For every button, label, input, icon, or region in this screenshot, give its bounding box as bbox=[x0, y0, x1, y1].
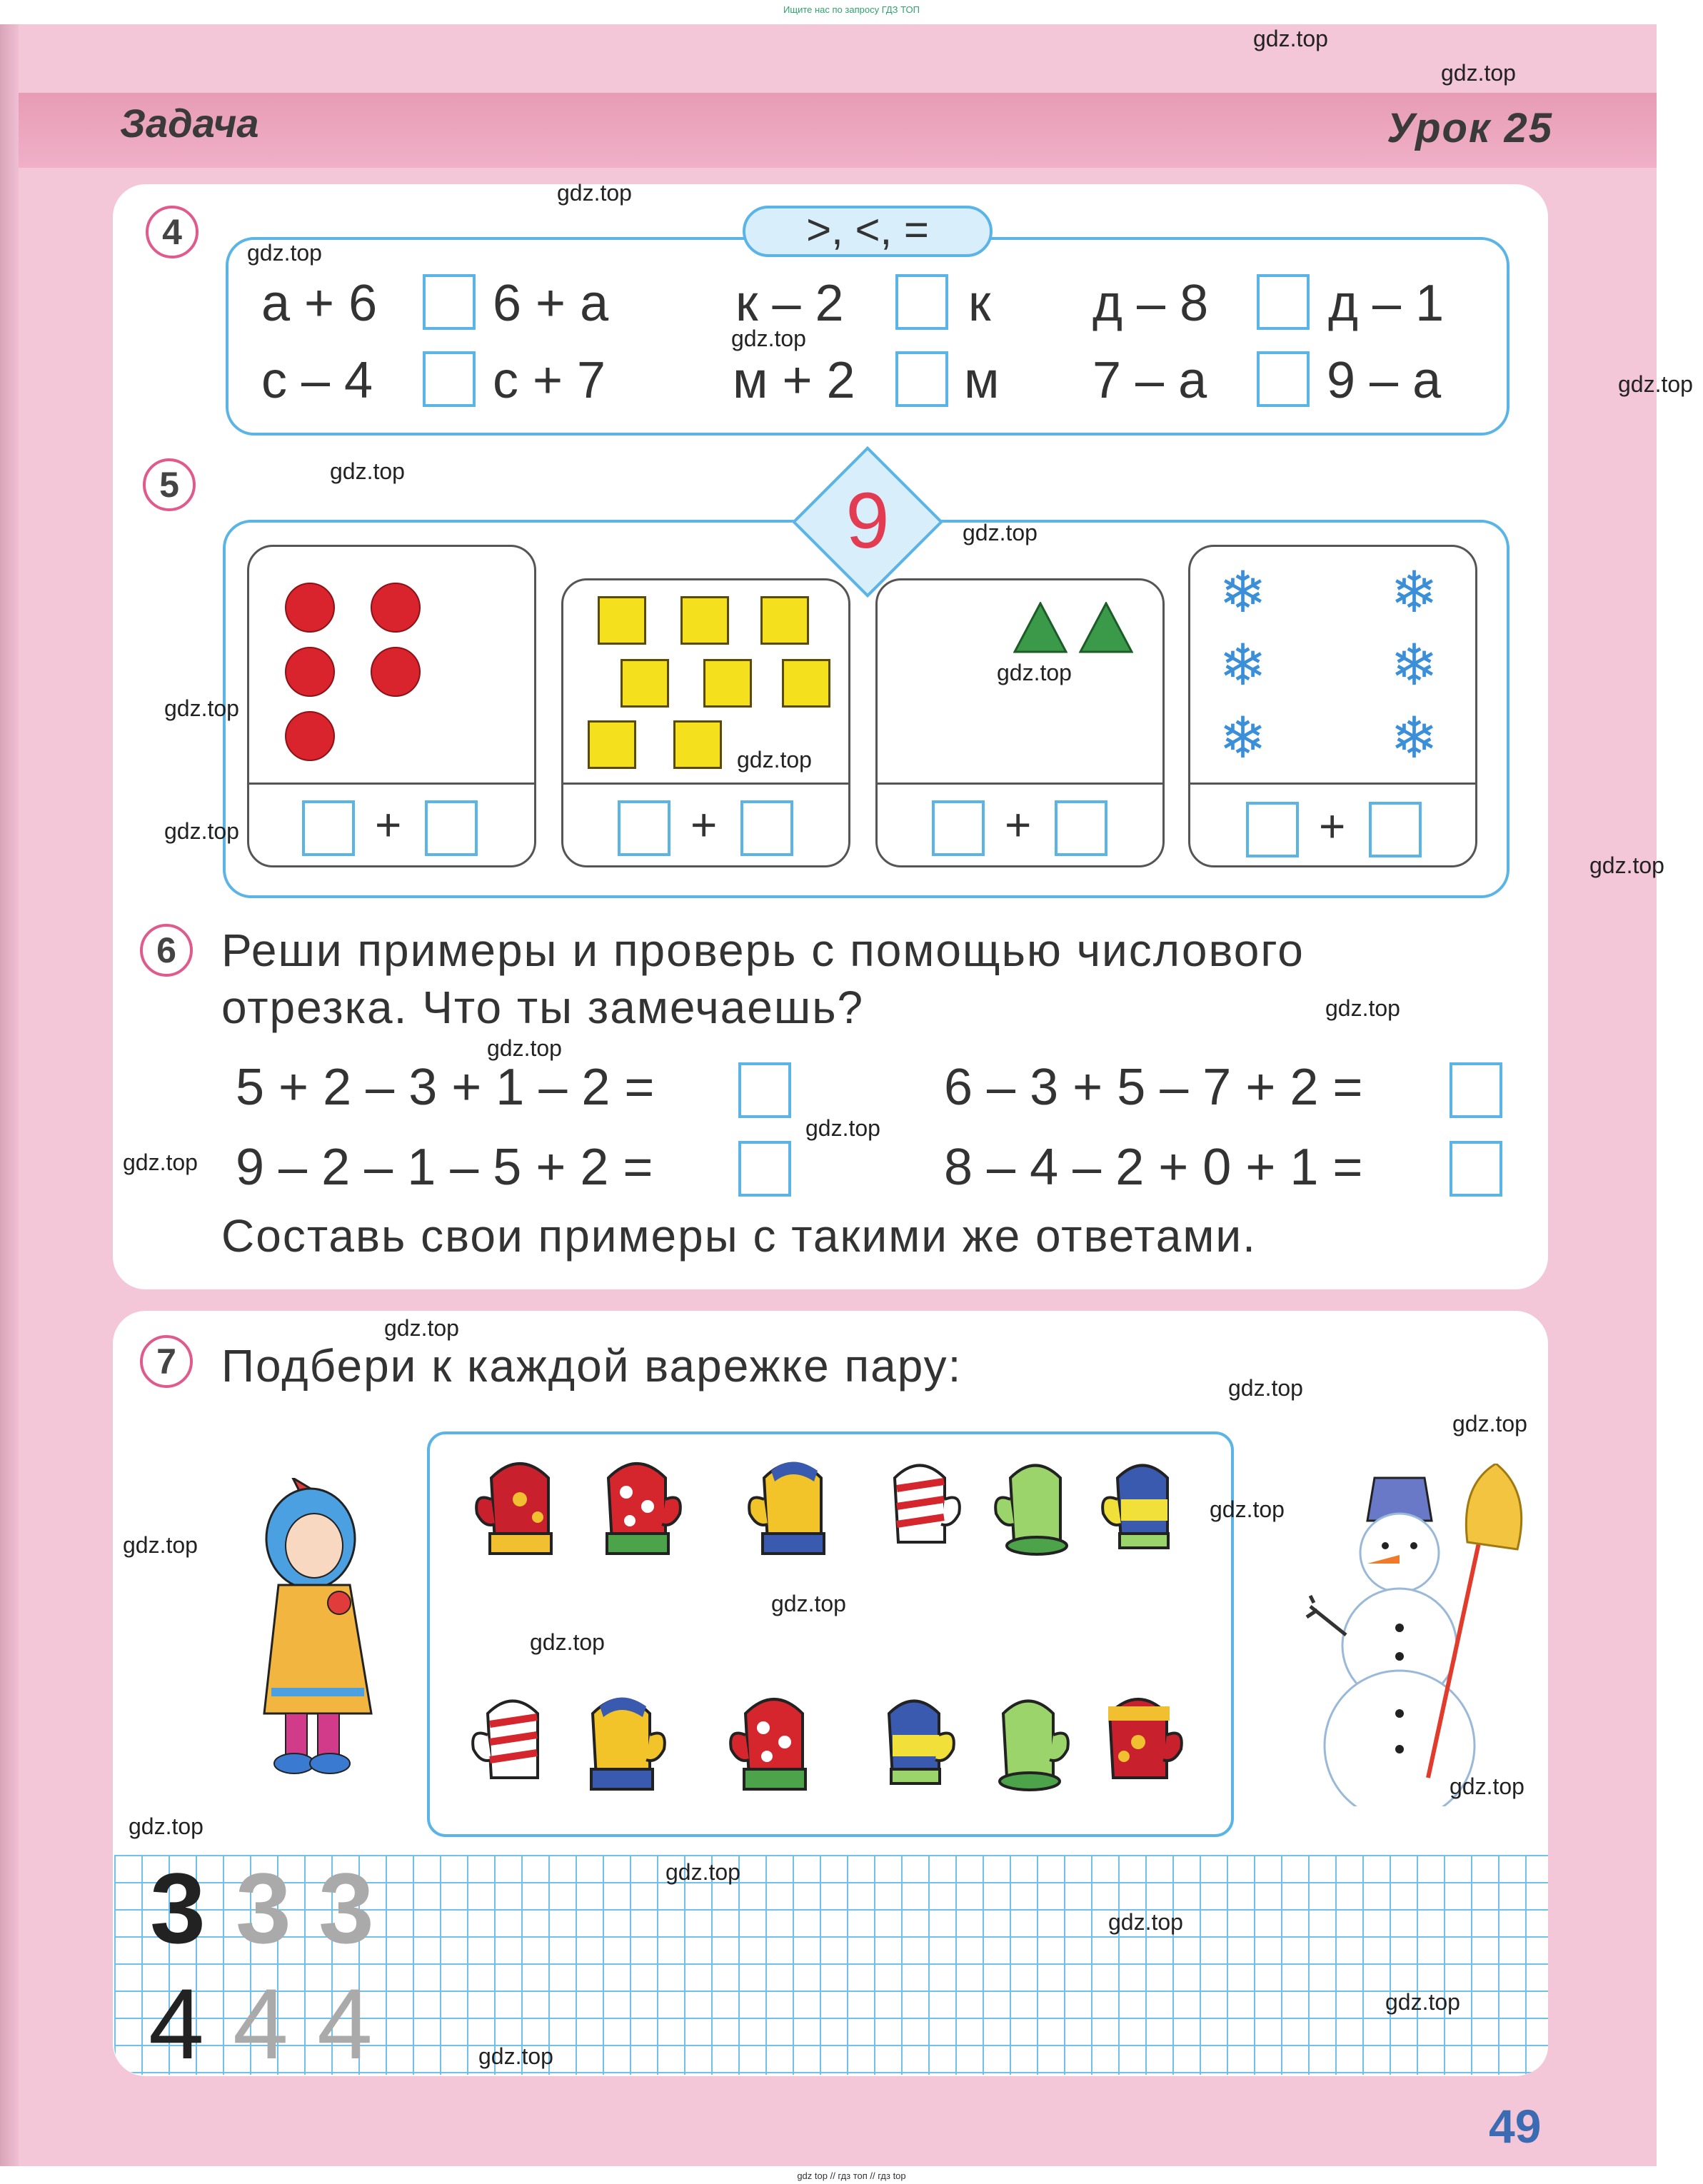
watermark: gdz.top bbox=[478, 2043, 553, 2069]
watermark: gdz.top bbox=[805, 1115, 880, 1141]
yellow-square bbox=[680, 596, 729, 645]
expr-right: 9 – а bbox=[1327, 352, 1442, 409]
example-4: 8 – 4 – 2 + 0 + 1 = bbox=[944, 1139, 1363, 1196]
red-circle bbox=[285, 583, 335, 633]
mitten-yellow-blue-icon[interactable] bbox=[743, 1449, 843, 1571]
snowman-illustration bbox=[1296, 1464, 1539, 1806]
mitten-blue-yellow-icon[interactable] bbox=[864, 1685, 964, 1806]
expr-left: с – 4 bbox=[261, 352, 373, 409]
watermark: gdz.top bbox=[1441, 60, 1516, 86]
answer-box[interactable] bbox=[1450, 1062, 1502, 1118]
section-title: Задача bbox=[120, 101, 259, 146]
mitten-red-dots-icon[interactable] bbox=[470, 1449, 570, 1571]
expr-right: к bbox=[968, 275, 991, 332]
yellow-square bbox=[673, 720, 722, 769]
answer-box[interactable] bbox=[895, 351, 948, 407]
bottom-note: gdz top // гдз топ // гдз top bbox=[797, 2170, 906, 2181]
expr-left: к – 2 bbox=[735, 275, 844, 332]
green-triangle bbox=[1013, 602, 1067, 653]
yellow-square bbox=[760, 596, 809, 645]
watermark: gdz.top bbox=[997, 660, 1072, 685]
watermark: gdz.top bbox=[771, 1591, 846, 1616]
expr-left: д – 8 bbox=[1092, 275, 1209, 332]
watermark: gdz.top bbox=[1385, 1989, 1460, 2015]
mitten-blue-yellow-icon[interactable] bbox=[1092, 1449, 1192, 1571]
yellow-square bbox=[598, 596, 646, 645]
girl-illustration bbox=[250, 1478, 378, 1778]
answer-box[interactable] bbox=[895, 274, 948, 330]
watermark: gdz.top bbox=[557, 180, 632, 206]
mitten-green-icon[interactable] bbox=[978, 1685, 1078, 1806]
picture-tile-triangles bbox=[875, 578, 1165, 867]
expr-right: д – 1 bbox=[1328, 275, 1445, 332]
example-3: 9 – 2 – 1 – 5 + 2 = bbox=[236, 1139, 653, 1196]
watermark: gdz.top bbox=[1450, 1773, 1524, 1799]
answer-box[interactable] bbox=[1257, 351, 1310, 407]
task-7-text: Подбери к каждой варежке пару: bbox=[221, 1340, 963, 1392]
plus-sign: + bbox=[1319, 800, 1346, 852]
example-2: 6 – 3 + 5 – 7 + 2 = bbox=[944, 1059, 1363, 1116]
plus-sign: + bbox=[375, 799, 402, 850]
mitten-green-icon[interactable] bbox=[985, 1449, 1085, 1571]
watermark: gdz.top bbox=[737, 747, 812, 773]
watermark: gdz.top bbox=[665, 1859, 740, 1885]
plus-sign: + bbox=[690, 799, 718, 850]
mitten-red-white-dots-icon[interactable] bbox=[724, 1685, 824, 1806]
watermark: gdz.top bbox=[1589, 852, 1664, 878]
watermark: gdz.top bbox=[731, 326, 806, 351]
copy-digit-3-trace: 3 bbox=[236, 1852, 291, 1964]
task-5-number: 5 bbox=[143, 458, 196, 511]
watermark: gdz.top bbox=[129, 1813, 204, 1839]
watermark: gdz.top bbox=[123, 1532, 198, 1558]
yellow-square bbox=[588, 720, 636, 769]
red-circle bbox=[371, 583, 421, 633]
mitten-yellow-blue-icon[interactable] bbox=[571, 1685, 671, 1806]
watermark: gdz.top bbox=[1452, 1411, 1527, 1436]
addend-box[interactable] bbox=[425, 800, 478, 856]
watermark: gdz.top bbox=[164, 818, 239, 844]
yellow-square bbox=[621, 659, 669, 708]
watermark: gdz.top bbox=[1618, 371, 1693, 397]
picture-tile-snowflakes bbox=[1188, 545, 1477, 867]
answer-box[interactable] bbox=[738, 1141, 791, 1197]
watermark: gdz.top bbox=[123, 1149, 198, 1175]
watermark: gdz.top bbox=[164, 695, 239, 721]
green-triangle bbox=[1079, 602, 1133, 653]
task-6-line-1: Реши примеры и проверь с помощью числового bbox=[221, 925, 1305, 976]
top-note: Ищите нас по запросу ГДЗ ТОП bbox=[783, 4, 920, 15]
watermark: gdz.top bbox=[1325, 995, 1400, 1021]
addend-box[interactable] bbox=[932, 800, 985, 856]
tile-divider bbox=[1190, 782, 1475, 785]
snowflake-icon: ❄ bbox=[1390, 560, 1439, 624]
expr-right: м bbox=[964, 352, 1000, 409]
picture-tile-squares bbox=[561, 578, 850, 867]
snowflake-icon: ❄ bbox=[1219, 633, 1267, 697]
answer-box[interactable] bbox=[738, 1062, 791, 1118]
copy-digit-4-trace: 4 bbox=[233, 1968, 288, 2080]
answer-box[interactable] bbox=[1450, 1141, 1502, 1197]
snowflake-icon: ❄ bbox=[1390, 633, 1439, 697]
mitten-red-white-dots-icon[interactable] bbox=[587, 1449, 687, 1571]
watermark: gdz.top bbox=[963, 520, 1038, 545]
task-4-frame bbox=[226, 237, 1509, 436]
expr-right: 6 + а bbox=[493, 275, 609, 332]
watermark: gdz.top bbox=[384, 1315, 459, 1341]
tile-divider bbox=[249, 782, 534, 785]
compare-symbols: >, <, = bbox=[743, 206, 993, 257]
addend-box[interactable] bbox=[302, 800, 355, 856]
red-circle bbox=[285, 711, 335, 761]
yellow-square bbox=[703, 659, 752, 708]
watermark: gdz.top bbox=[1228, 1375, 1303, 1401]
addend-box[interactable] bbox=[1246, 802, 1299, 857]
task-4-number: 4 bbox=[146, 206, 199, 258]
copy-digit-3-sample: 3 bbox=[150, 1852, 206, 1964]
addend-box[interactable] bbox=[1055, 800, 1107, 856]
task-6-line-2: отрезка. Что ты замечаешь? bbox=[221, 982, 865, 1033]
page-number: 49 bbox=[1489, 2100, 1542, 2153]
copy-digit-4-trace: 4 bbox=[317, 1968, 373, 2080]
task-7-number: 7 bbox=[140, 1335, 193, 1388]
expr-right: с + 7 bbox=[493, 352, 606, 409]
answer-box[interactable] bbox=[423, 274, 476, 330]
snowflake-icon: ❄ bbox=[1219, 560, 1267, 624]
mitten-red-dots-icon[interactable] bbox=[1088, 1685, 1188, 1806]
mitten-striped-icon[interactable] bbox=[463, 1685, 563, 1806]
book-spine bbox=[0, 24, 19, 2166]
snowflake-icon: ❄ bbox=[1390, 706, 1439, 770]
answer-box[interactable] bbox=[423, 351, 476, 407]
copy-digit-4-sample: 4 bbox=[149, 1968, 204, 2080]
red-circle bbox=[285, 647, 335, 697]
yellow-square bbox=[782, 659, 830, 708]
watermark: gdz.top bbox=[487, 1035, 562, 1061]
task-6-number: 6 bbox=[140, 924, 193, 977]
tile-divider bbox=[563, 782, 848, 785]
expr-left: м + 2 bbox=[733, 352, 855, 409]
watermark: gdz.top bbox=[1108, 1909, 1183, 1935]
example-1: 5 + 2 – 3 + 1 – 2 = bbox=[236, 1059, 655, 1116]
addend-box[interactable] bbox=[618, 800, 670, 856]
red-circle bbox=[371, 647, 421, 697]
watermark: gdz.top bbox=[330, 458, 405, 484]
watermark: gdz.top bbox=[530, 1629, 605, 1655]
task-6-line-3: Составь свои примеры с такими же ответами. bbox=[221, 1210, 1257, 1262]
expr-left: а + 6 bbox=[261, 275, 378, 332]
expr-left: 7 – а bbox=[1092, 352, 1207, 409]
addend-box[interactable] bbox=[740, 800, 793, 856]
tile-divider bbox=[878, 782, 1162, 785]
watermark: gdz.top bbox=[1253, 26, 1328, 51]
target-number: 9 bbox=[845, 477, 890, 565]
snowflake-icon: ❄ bbox=[1219, 706, 1267, 770]
lesson-title: Урок 25 bbox=[1387, 105, 1553, 151]
watermark: gdz.top bbox=[247, 240, 322, 266]
addend-box[interactable] bbox=[1369, 802, 1422, 857]
answer-box[interactable] bbox=[1257, 274, 1310, 330]
mitten-striped-icon[interactable] bbox=[870, 1449, 970, 1571]
watermark: gdz.top bbox=[1210, 1496, 1285, 1522]
picture-tile-circles bbox=[247, 545, 536, 867]
copy-digit-3-trace: 3 bbox=[318, 1852, 374, 1964]
plus-sign: + bbox=[1005, 799, 1032, 850]
